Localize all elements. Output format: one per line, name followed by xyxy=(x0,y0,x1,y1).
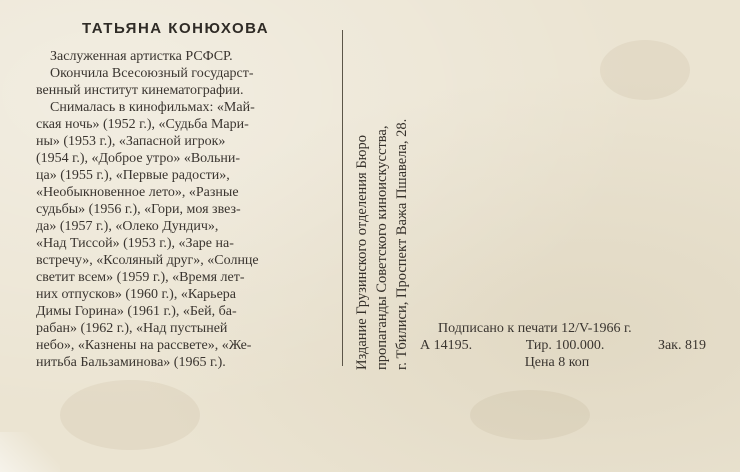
paper-stain xyxy=(470,390,590,440)
bio-line: ца» (1955 г.), «Первые радости», xyxy=(36,168,230,183)
bio-line: ская ночь» (1952 г.), «Судьба Мари- xyxy=(36,117,249,132)
imprint-block xyxy=(420,320,720,371)
biography-text xyxy=(36,48,328,371)
bio-line: Димы Горина» (1961 г.), «Бей, ба- xyxy=(36,304,237,319)
bio-line: (1954 г.), «Доброе утро» «Вольни- xyxy=(36,151,241,166)
worn-corner xyxy=(0,432,60,472)
vertical-divider xyxy=(342,30,343,366)
order-number: Зак. 819 xyxy=(657,338,706,353)
publication-code: А 14195. xyxy=(420,338,473,353)
publisher-text xyxy=(352,40,412,370)
bio-line: Снималась в кинофильмах: «Май- xyxy=(50,100,255,115)
bio-line: небо», «Казнены на рассвете», «Же- xyxy=(36,338,252,353)
bio-line: «Над Тиссой» (1953 г.), «Заре на- xyxy=(36,236,234,251)
publisher-line-2: пропаганды Советского киноискусства, xyxy=(374,125,390,370)
signed-to-print: Подписано к печати 12/V-1966 г. xyxy=(438,321,632,336)
bio-line: Окончила Всесоюзный государст- xyxy=(50,66,254,81)
price: Цена 8 коп xyxy=(524,355,590,370)
publisher-block xyxy=(352,40,414,370)
bio-line: светит всем» (1959 г.), «Время лет- xyxy=(36,270,245,285)
bio-line: встречу», «Ксоляный друг», «Солнце xyxy=(36,253,259,268)
bio-line: них отпусков» (1960 г.), «Карьера xyxy=(36,287,236,302)
bio-line: ны» (1953 г.), «Запасной игрок» xyxy=(36,134,226,149)
paper-stain xyxy=(600,40,690,100)
publisher-line-3: г. Тбилиси, Проспект Важа Пшавела, 28. xyxy=(394,118,410,370)
bio-line: венный институт кинематографии. xyxy=(36,83,244,98)
print-details xyxy=(420,337,720,354)
actress-name: ТАТЬЯНА КОНЮХОВА xyxy=(82,20,270,37)
bio-line: рабан» (1962 г.), «Над пустыней xyxy=(36,321,228,336)
paper-stain xyxy=(60,380,200,450)
print-run: Тир. 100.000. xyxy=(525,338,605,353)
bio-line: судьбы» (1956 г.), «Гори, моя звез- xyxy=(36,202,241,217)
bio-line: нитьба Бальзаминова» (1965 г.). xyxy=(36,355,226,370)
bio-line: «Необыкновенное лето», «Разные xyxy=(36,185,239,200)
bio-line: Заслуженная артистка РСФСР. xyxy=(50,49,233,64)
bio-line: да» (1957 г.), «Олеко Дундич», xyxy=(36,219,219,234)
publisher-line-1: Издание Грузинского отделения Бюро xyxy=(354,135,370,370)
